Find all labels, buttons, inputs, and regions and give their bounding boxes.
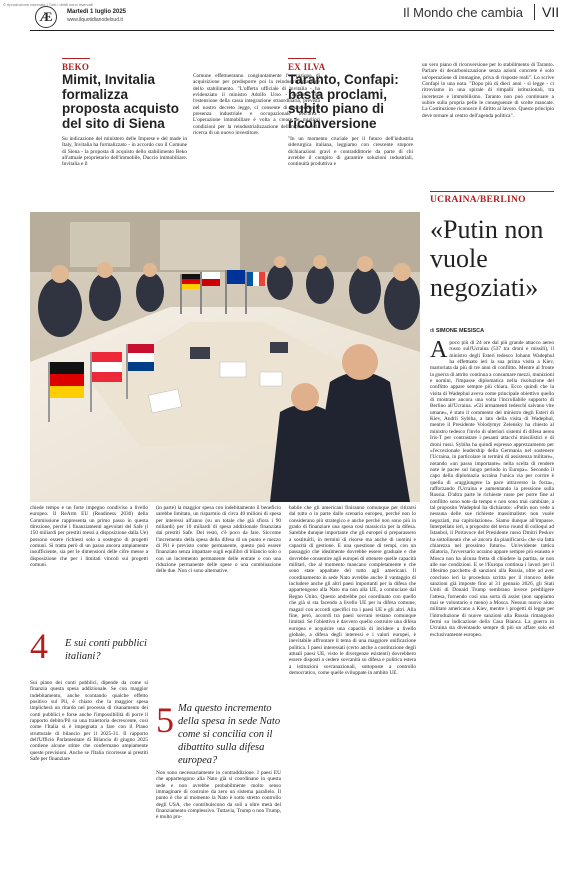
- header-rule: [30, 30, 554, 31]
- exilva-kicker: EX ILVA: [288, 62, 326, 72]
- beko-body-col1: Su indicazione del ministero delle Imprese e del made in Italy, Invitalia ha formalizzato - in accordo con il Comune di Siena - la proposta di acquisto dello stabilimento Beko all'attuale proprietario dell'immobile, Duccio immobiliare. Invitalia e il: [62, 136, 187, 168]
- question-number-4: 4: [30, 626, 48, 666]
- newspaper-logo: Æ: [35, 6, 57, 28]
- page-number: VII: [534, 4, 559, 20]
- main-body-col1b: Sui piano dei conti pubblici, dipende da come si finanzia questa spesa addizionale. Se con maggior indebitamento, anche scontando qualche effetto positivo sul Pil, è chiaro che la maggior spesa implicherà un ritardo nel processo di risanamento dei conti pubblici e forse anche l'impossibilità di porre il rapporto debito/Pil su una traiettoria decrescente, così come l'Italia si è impegnata a fare con il Piano strutturale di bilancio per il 2025-31. Il rapporto dell'Ufficio Parlamentare di Bilancio di giugno 2025 contiene alcune stime che confermano ampiamente queste previsioni. Anche se l'Italia ricorresse ai prestiti Safe per finanziare: [30, 680, 148, 763]
- beko-body-col2: Comune effettueranno congiuntamente l'operazione di acquisizione per predisporre poi la reindustrializzazione dello stabilimento. "L'offerta ufficiale di Invitalia - ha evidenziato il ministro Adolfo Urso - insieme con l'estensione della cassa integrazione straordinaria, prevista nel nostro decreto legge, ci consente di mantenere la presenza industriale e occupazionale nell'area". L'operazione immobiliare è volta a creare le migliori condizioni per la reindustrializzazione dell'impianto e la ricerca di un nuovo investitore.: [193, 73, 320, 137]
- kicker-rule: [62, 58, 90, 59]
- section-rule: [430, 191, 554, 192]
- ukraine-kicker: UCRAINA/BERLINO: [430, 195, 526, 205]
- main-body-col1: chiede tempo e un forte impegno condiviso a livello europeo. Il ReArm EU (Readiness 2030) della Commissione rappresenta un primo passo in questa direzione, perché i finanziamenti agevolati del Safe (i 150 miliardi per prestiti messi a disposizione dalla Ue) possono essere richiesti solo a sostegno di progetti comuni. Si tratta però di un passo ancora ampiamente insufficiente, sia per le dimensioni delle cifre messe a disposizione che per i limitati vincoli sui progetti comuni.: [30, 505, 148, 569]
- copyright-note: © riproduzione riservata | Tutti i diritti sono riservati: [3, 2, 93, 7]
- ukraine-byline: [430, 328, 484, 334]
- beko-headline: Mimit, Invitalia formalizza proposta acquisto del sito di Siena: [62, 72, 180, 131]
- section-title: Il Mondo che cambia: [403, 5, 523, 20]
- meeting-photo-illustration: [30, 212, 420, 502]
- meeting-photo: [30, 212, 420, 502]
- main-body-col2b: Non sono necessariamente in contraddizione. I paesi EU che appartengono alla Nato già si coordinano in questa sede e non avrebbe probabilmente molto senso immaginare di costruire da zero un sistema parallelo. Il punto è che al momento la Nato è sotto stretto controllo degli USA, che contribuiscono da soli a oltre metà del finanziamento complessivo. Tuttavia, Trump o non Trump, è molto pro-: [156, 770, 281, 821]
- question-5: Ma questo incremento della spesa in sede Nato come si concilia con il dibattito sulla difesa europea?: [178, 703, 281, 766]
- byline-author: SIMONE MESISCA: [435, 328, 485, 334]
- issue-date: Martedì 1 luglio 2025: [67, 9, 127, 15]
- website: www.ilquotidianodelsud.it: [67, 17, 123, 23]
- byline-prefix: di: [430, 328, 436, 334]
- exilva-body-col1: "In un momento cruciale per il futuro dell'industria siderurgica italiana, leggiamo con crescente stupore dichiarazioni gravi e contraddittorie da parte di chi avrebbe il compito di garantire soluzioni industriali, continuità produttiva e: [288, 136, 413, 168]
- beko-kicker: BEKO: [62, 62, 90, 72]
- exilva-headline: Taranto, Confapi: basta proclami, subito piano di riconversione: [288, 72, 399, 131]
- main-body-col3: babile che gli americani finiranno comunque per ritirarsi dal tutto o in parte dallo scenario europeo, perché non lo considerano più strategico e anche perché non sono più in grado di finanziare una spesa così massiccia per la difesa. Sarebbe dunque importante che gli europei si preparassero a sostituirli, in termini di risorse ma anche di uomini e capacità di gestione. E una questione di tempi, con un passaggio che idealmente dovrebbe essere graduale e che dovrebbe consentire agli europei di ottenere quelle capacità militari, che al momento mancano completamente e che sono state appaltate del tutto agli americani. Il coordinamento in sede Nato avrebbe anche il vantaggio di includere anche gli altri paesi importanti per la difesa che appartengono alla Nato ma non alla UE, a cominciare dal Regno Unito. Questo andrebbe poi coordinato con quello che già si sta facendo a livello UE per la difesa comune, magari con accordi specifici tra i paesi UE e gli altri. Alla fine, però, accordi tra paesi sovrani restano comunque limitati. Se l'obiettivo è davvero quello costruire una difesa europea e acquisire una capacità di incidere a livello globale, a difesa degli interessi e i valori europei, è inevitabile affrontare il tema di una maggiore unificazione politica. I paesi interessati (certo anche a costituzione degli attuali paesi UE, visto le divergenze esistenti) dovrebbero essere disposti a cedere sovranità su difesa e politica estera a istituzioni sovranazionali, sottoposte a controllo democratico, come quelle sviluppate in ambito UE.: [289, 505, 416, 676]
- ukraine-headline: «Putin non vuole negoziati»: [430, 215, 544, 302]
- kicker-rule: [288, 58, 316, 59]
- ukraine-body-text: poco più di 24 ore dal più grande attacco aereo russo sull'Ucraina (537 tra droni e missili), il ministro degli Esteri tedesco Johann Wadephul ha effettuato ieri la sua prima visita a Kiev, martoriata da più di tre anni di conflitto. Mentre al fronte la guerra di attrito continua a consumare mezzi, munizioni e uomini, l'impasse diplomatica nella risoluzione del conflitto appare sempre più chiara. Ecco quindi che la visita di Wadephul aveva come principale obiettivo quello di mostrare ancora una volta l'incrollabile supporto di Berlino all'Ucraina. «Gli armamenti tedeschi salvano vite umane», è stato il commento del ministro degli Esteri di Kiev, Andrii Sybiha, a lato della visita di Wadephul, mentre il Presidente Volodymyr Zelensky ha chiesto al ministro tedesco l'invio di ulteriori sistemi di difesa aerea Iris-T per contrastare i pesanti attacchi missilistici e di droni russi. Sybiha ha quindi espresso apprezzamento per «l'eccezionale leadership della Germania nel sostenere l'Ucraina, in particolare in termini di assistenza militare», notando «un passo importante» nella scelta di rendere note le pacee sul lungo periodo in Europa». Secondo il capo della diplomazia ucraina l'unica via per corrire è quella di «raggiungere la pace attraverso la forza», rafforzando l'Ucraina e aumentando la pressione sulla Russia. D'altra parte le richieste russe per porre fine al conflitto sono note da tempo e non sono mai cambiate, a tal proposito Wadephul ha dichiarato: «Putin non vede a nessuna delle sue richieste massimaliste: non vuole negoziati, ma capitolazione». Siamo dunque all'impasse. Interpellato ieri, a proposito del terzo round di colloqui ad Istanbul, il Portavoce del Presidente russo Dmitri Peskov ha sottolineato che «è ancora da pianificarsi» che sia fatta chiarezza nel prossimo futuro». Un'evidente tattica dilatoria, l'avversario ucraino appare sempre più esausto e Mosca non ha alcuna fretta di chiudere la partita, se non alle sue condizioni. E se l'Europa continua i lavori per il 18esimo pacchetto di sanzioni alla Russia, oltre ad aver concluso ieri la procedura scritta per il rinnovo delle sanzioni già imposte fino al 31 gennaio 2026, gli Stati Uniti di Donald Trump sembrano invece prediligere l'attesa, fornendo così una sorta di assist (non sappiamo mai se volontario o meno) a Mosca. Nessun nuovo aiuto militare americano a Kiev, mentre i progetti di legge per l'introduzione di nuove sanzioni alla Russia rimangono fermi su indicazione della Casa Bianca. La guerra in Ucraina sta diventando sempre di più un affare solo ed esclusivamente europeo.: [430, 340, 554, 638]
- question-number-5: 5: [156, 700, 174, 740]
- main-body-col2: (in parte) la maggior spesa con indebitamento il beneficio sarebbe limitato, un risparmio di circa 40 milioni di spesa per interessi all'anno (su un totale che già sfiora i 90 miliardi) per 10 miliardi di spesa addizionale finanziata dai prestiti Safe. Del resto, c'è poco da fare. Siccome l'incremento della spesa della difesa di un punto e mezzo di Pil è previsto come permanente, questo può essere finanziato senza impattare sugli equilibri di bilancio solo o con un incremento permanente delle entrate o con una riduzione permanente delle spese o una combinazione delle due. Non ci sono alternative.: [156, 505, 281, 575]
- dropcap: A: [430, 340, 448, 363]
- exilva-body-col2: un vero piano di riconversione per lo stabilimento di Taranto. Parlare di decarbonizzazione senza azioni concrete è solo un'operazione di immagine, priva di risposte reali". Lo scrive Confapi in una nota. "Dopo più di dieci anni - si legge - ci ritroviamo in una spirale di rimpalli istituzionali, tra incertezze e immobilismo. Taranto non può continuare a subire sulla propria pelle le conseguenze di scelte mancate. La Costituzione riconosce il diritto al lavoro. Questo principio deve tornare al centro dell'agenda politica".: [422, 62, 554, 119]
- ukraine-body: [430, 340, 554, 870]
- question-4: E sui conti pubblici italiani?: [65, 638, 147, 662]
